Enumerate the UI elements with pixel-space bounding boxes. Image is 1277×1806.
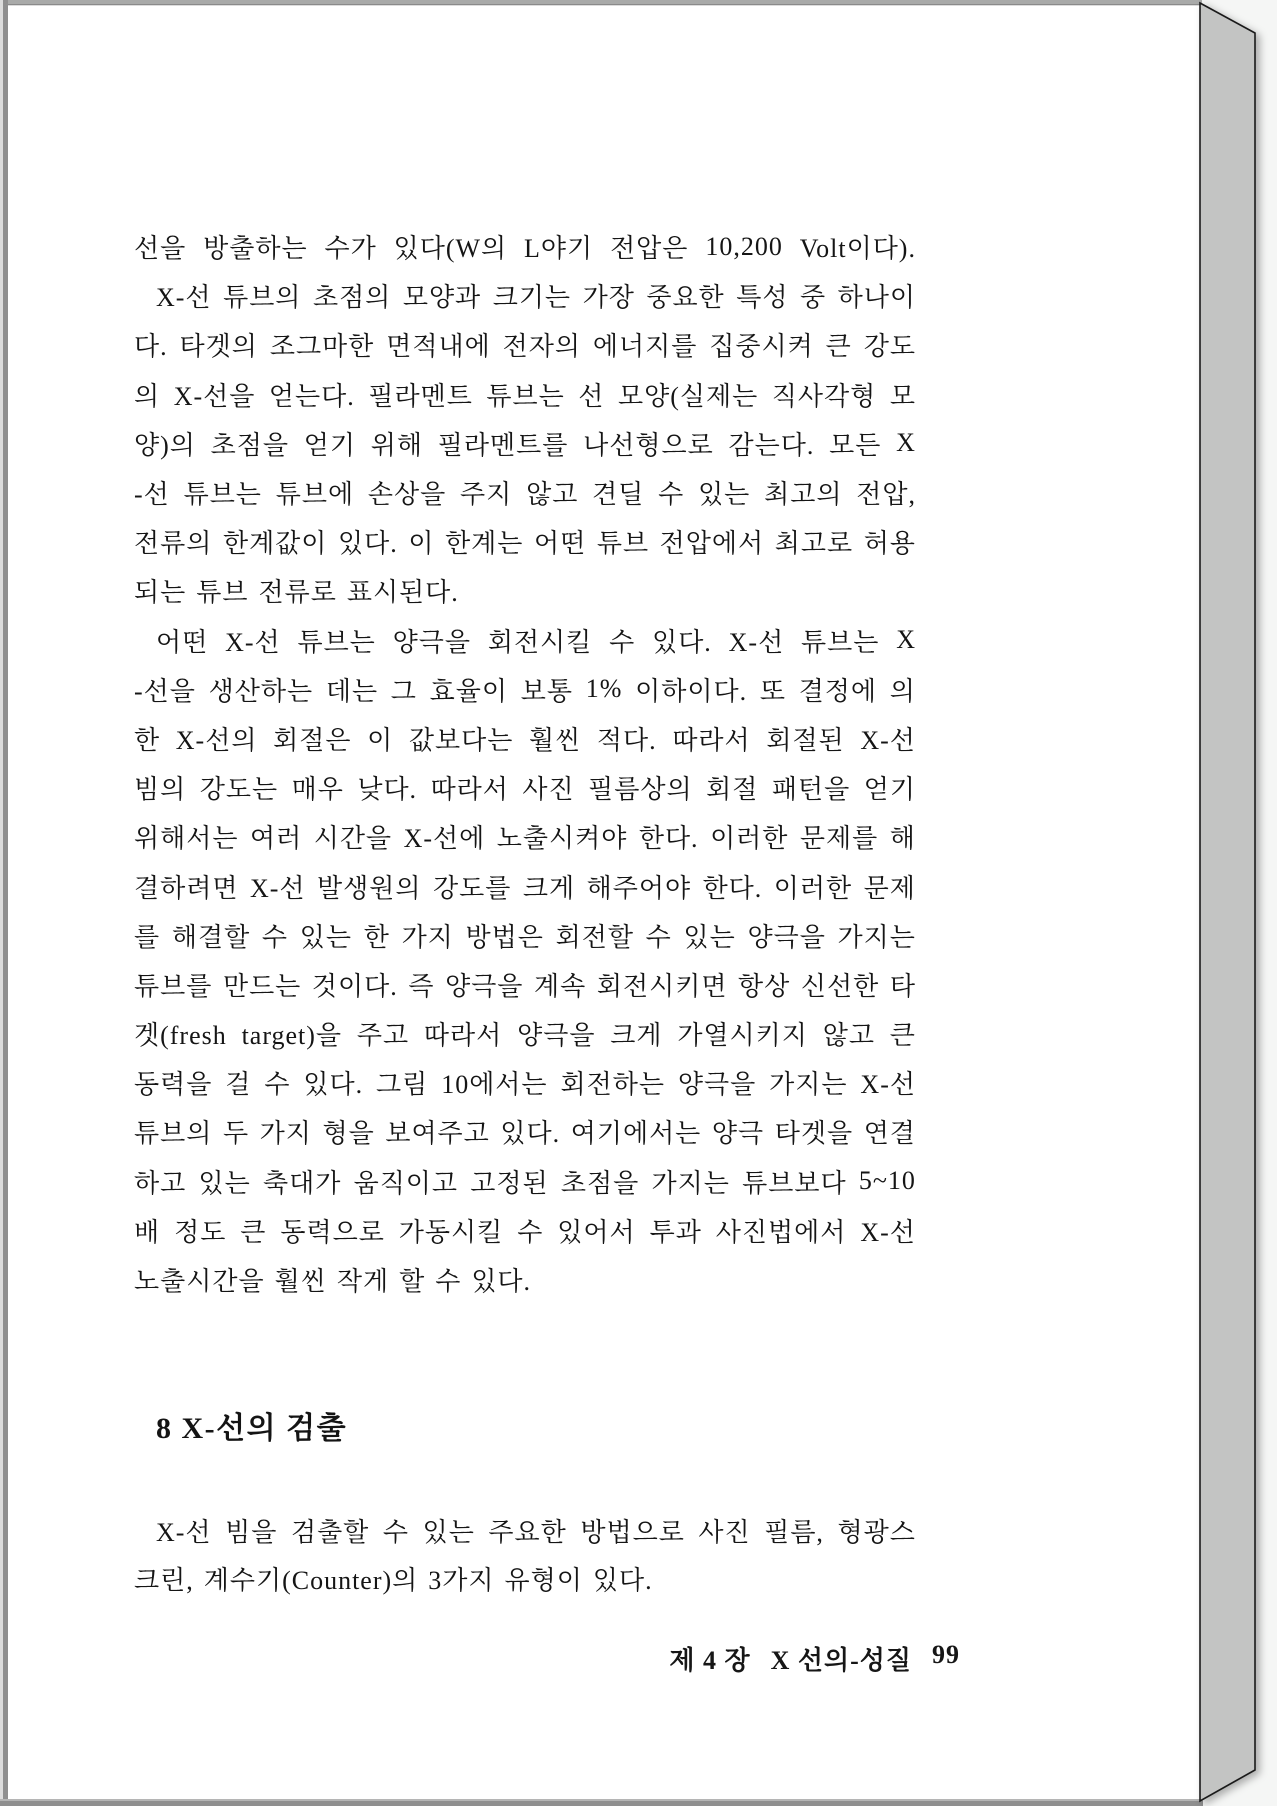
word: 값보다는	[408, 725, 514, 755]
word: 튜브의	[223, 283, 302, 313]
word: 할	[399, 1267, 426, 1297]
word: 모든	[829, 430, 882, 460]
word: 축대가	[262, 1168, 342, 1198]
word: 발생원의	[317, 873, 422, 903]
text-line	[134, 763, 916, 812]
word: 있다.	[338, 529, 398, 559]
word: 튜브는	[486, 381, 565, 411]
word: 전류의	[134, 529, 213, 559]
word: 수	[609, 627, 636, 657]
word: 수가	[324, 234, 377, 264]
word: 해주어야	[586, 873, 692, 903]
word: 크린,	[134, 1565, 194, 1595]
word: 만드는	[222, 971, 302, 1001]
footer-page-number: 99	[932, 1640, 960, 1669]
word: 타겟의	[179, 332, 258, 362]
page-thickness-panel	[1200, 3, 1255, 1801]
word: 않고	[822, 1021, 875, 1051]
word: 타겟을	[774, 1119, 854, 1149]
word: 회전하는	[560, 1070, 665, 1100]
word: 시간을	[313, 824, 393, 854]
word: 강도를	[433, 873, 512, 903]
word: X-선	[860, 1070, 916, 1100]
word: 사진	[522, 775, 575, 805]
word: 있다.	[652, 627, 712, 657]
word: 이	[367, 725, 394, 755]
word: 크기는	[492, 283, 572, 313]
word: 선을	[134, 234, 187, 264]
word: 양극을	[445, 971, 524, 1001]
text-line	[134, 566, 916, 615]
word: X	[896, 428, 916, 458]
word: 튜브에	[275, 480, 355, 510]
word: 전류로	[258, 578, 337, 608]
text-line	[134, 714, 916, 763]
word: 한다.	[638, 824, 699, 854]
word: 가열시키지	[677, 1021, 808, 1051]
word: 따라서	[430, 775, 509, 805]
text-line	[134, 616, 916, 665]
word: 튜브	[196, 578, 249, 608]
word: 가장	[582, 283, 635, 313]
word: 10에서는	[441, 1070, 548, 1100]
text-line	[134, 1554, 916, 1602]
word: 수	[264, 1070, 291, 1100]
word: 감는다.	[728, 430, 815, 460]
word: 튜브보다	[742, 1168, 847, 1198]
word: 회전시킬	[487, 627, 593, 657]
word: 1%	[585, 674, 623, 704]
text-line	[134, 1107, 916, 1156]
word: 걸	[225, 1070, 252, 1100]
text-line	[134, 320, 916, 369]
word: 중	[799, 283, 827, 313]
word: 위해서는	[134, 824, 239, 854]
word: 양극을	[517, 1021, 596, 1051]
word: 회절된	[766, 725, 845, 755]
top-edge-line	[0, 4, 1202, 5]
bottom-edge-band	[0, 1801, 1203, 1806]
word: X-선을	[173, 381, 256, 411]
text-line	[134, 861, 916, 910]
word: 큰	[889, 1021, 916, 1051]
word: 특성	[736, 283, 789, 313]
word: 있는	[299, 922, 352, 952]
text-line	[134, 960, 916, 1009]
word: 문제	[863, 873, 916, 903]
word: 이러한	[710, 824, 789, 854]
word: 조그마한	[269, 332, 375, 362]
word: 초점을	[210, 430, 290, 460]
word: 수	[435, 1267, 462, 1297]
word: 또	[759, 676, 786, 706]
word: target)을	[241, 1021, 343, 1051]
text-line	[134, 911, 916, 960]
word: 수	[645, 922, 672, 952]
word: 여기에서는	[570, 1119, 702, 1149]
word: 두	[222, 1119, 250, 1149]
word: 한다.	[702, 873, 763, 903]
word: 강도	[863, 332, 916, 362]
word: -선을	[134, 676, 196, 706]
text-line	[134, 370, 916, 419]
word: 전압에서	[659, 529, 765, 559]
word: 필름,	[764, 1517, 824, 1547]
word: 양)의	[134, 430, 196, 460]
word: X-선	[156, 283, 212, 313]
word: 허용	[863, 529, 916, 559]
word: 생산하는	[208, 676, 314, 706]
word: 모	[889, 381, 916, 411]
word: 있는	[422, 1517, 475, 1547]
word: 고정된	[470, 1168, 549, 1198]
word: 초점의	[312, 283, 392, 313]
word: X-선	[249, 873, 306, 903]
word: 최고의	[764, 480, 843, 510]
word: 여러	[249, 824, 303, 854]
word: 하나이	[837, 283, 916, 313]
text-line	[134, 271, 916, 320]
word: 튜브는	[183, 480, 262, 510]
word: 문제를	[799, 824, 879, 854]
word: 있어서	[557, 1217, 636, 1247]
word: 필름상의	[588, 775, 693, 805]
word: 어떤	[534, 529, 587, 559]
word: 필라멘트	[368, 381, 473, 411]
word: 한계값이	[222, 529, 328, 559]
word: X-선	[860, 1217, 916, 1247]
word: 형을	[322, 1119, 375, 1149]
word: 있다.	[592, 1565, 653, 1595]
word: 있는	[683, 922, 736, 952]
word: 초점을	[560, 1168, 640, 1198]
word: 얻는다.	[268, 381, 355, 411]
word: 방법으로	[580, 1517, 685, 1547]
word: 양극	[711, 1119, 765, 1149]
word: 튜브를	[134, 971, 213, 1001]
word: 않고	[526, 480, 579, 510]
word: 결정에	[798, 676, 878, 706]
word: 계속	[534, 971, 587, 1001]
word: 결하려면	[134, 873, 239, 903]
word: 훨씬	[529, 725, 582, 755]
word: 수	[517, 1217, 544, 1247]
word: 훨씬	[274, 1267, 327, 1297]
word: 그림	[376, 1070, 429, 1100]
word: 강도는	[199, 775, 279, 805]
word: 유형이	[504, 1565, 583, 1595]
word: 빔을	[225, 1517, 278, 1547]
word: X-선	[156, 1517, 212, 1547]
page-footer	[669, 1640, 960, 1677]
word: 전자의	[502, 332, 581, 362]
word: 어떤	[156, 627, 209, 657]
word: Volt이다).	[799, 234, 916, 264]
word: 수	[382, 1517, 410, 1547]
word: 주고	[356, 1021, 410, 1051]
word: X-선에	[403, 824, 486, 854]
word: 한	[363, 922, 390, 952]
word: 항상	[738, 971, 791, 1001]
word: 수	[658, 480, 685, 510]
word: 최고로	[774, 529, 854, 559]
word: 이	[408, 529, 435, 559]
word: 형광스	[837, 1517, 916, 1547]
footer-section-title: X 선의-성질	[770, 1646, 912, 1675]
word: 검출할	[290, 1517, 370, 1547]
word: 하고	[134, 1168, 187, 1198]
word: 크게	[522, 873, 576, 903]
word: 회절은	[273, 725, 352, 755]
word: 10,200	[705, 231, 783, 261]
word: 의	[134, 381, 161, 411]
word: 겟(fresh	[134, 1021, 227, 1051]
word: 해	[889, 824, 916, 854]
word: 따라서	[672, 725, 751, 755]
word: 낮다.	[357, 775, 418, 805]
text-line	[134, 1058, 916, 1107]
word: 연결	[863, 1119, 916, 1149]
word: 튜브는	[297, 627, 376, 657]
word: 위해	[370, 430, 424, 460]
word: 회절	[706, 775, 759, 805]
word: 사진	[698, 1517, 751, 1547]
text-line	[134, 468, 916, 517]
word: 면적내에	[386, 332, 491, 362]
word: 한계는	[445, 529, 524, 559]
word: 가지	[259, 1119, 312, 1149]
word: 있다.	[500, 1119, 561, 1149]
text-line	[134, 1506, 916, 1554]
word: 가지는	[837, 922, 916, 952]
word: 주지	[460, 480, 513, 510]
word: -선	[134, 480, 170, 510]
word: 것이다.	[311, 971, 398, 1001]
word: 동력을	[134, 1070, 213, 1100]
word: 동력으로	[280, 1217, 385, 1247]
word: 양극을	[677, 1070, 757, 1100]
word: 직사각형	[771, 381, 877, 411]
word: 큰	[240, 1217, 267, 1247]
word: 견딜	[592, 480, 645, 510]
word: 있는	[698, 480, 751, 510]
word: 의	[889, 676, 916, 706]
word: 노출시켜야	[496, 824, 628, 854]
word: 손상을	[367, 480, 447, 510]
left-edge-light	[0, 0, 3, 1806]
word: 적다.	[596, 725, 657, 755]
word: 튜브는	[801, 627, 880, 657]
word: 이러한	[773, 873, 853, 903]
word: 가지는	[651, 1168, 730, 1198]
word: 가지	[401, 922, 454, 952]
word: 따라서	[423, 1021, 503, 1051]
word: 주요한	[488, 1517, 567, 1547]
word: 3가지	[428, 1565, 495, 1595]
word: 중요한	[646, 283, 725, 313]
word: 양극을	[392, 627, 471, 657]
word: 보통	[520, 676, 573, 706]
word: 튜브	[596, 529, 650, 559]
word: 5~10	[858, 1166, 916, 1196]
word: 다.	[134, 332, 168, 362]
word: L야기	[524, 234, 594, 264]
word: 움직이고	[353, 1168, 459, 1198]
left-edge-band	[3, 0, 8, 1806]
text-line	[134, 1206, 916, 1255]
word: 전압,	[856, 480, 916, 510]
word: 있다(W의	[393, 234, 508, 264]
word: 데는	[325, 676, 379, 706]
word: 를	[134, 922, 161, 952]
word: 얻기	[863, 775, 916, 805]
word: 보여주고	[385, 1119, 490, 1149]
word: 방법은	[465, 922, 544, 952]
word: X-선	[225, 627, 281, 657]
word: 즉	[408, 971, 435, 1001]
word: 회전시키면	[596, 971, 728, 1001]
word: 나선형으로	[583, 430, 714, 460]
text-line	[134, 1009, 916, 1058]
word: 필라멘트를	[437, 430, 569, 460]
word: X-선의	[175, 725, 258, 755]
word: 효율이	[429, 676, 509, 706]
word: X-선	[860, 725, 916, 755]
word: 작게	[336, 1267, 390, 1297]
word: 그	[390, 676, 417, 706]
word: 있다.	[471, 1267, 532, 1297]
word: 있는	[198, 1168, 251, 1198]
word: 신선한	[800, 971, 880, 1001]
word: 노출시간을	[134, 1267, 265, 1297]
word: 가지는	[769, 1070, 848, 1100]
word: 크게	[610, 1021, 663, 1051]
word: 선	[578, 381, 605, 411]
word: 양극을	[747, 922, 826, 952]
text-line	[134, 812, 916, 861]
word: 전압은	[610, 234, 689, 264]
word: 수	[261, 922, 289, 952]
word: 에너지를	[592, 332, 698, 362]
word: 한	[134, 725, 161, 755]
word: 큰	[825, 332, 852, 362]
text-line	[134, 665, 916, 714]
word: 모양과	[402, 283, 482, 313]
text-line	[134, 1255, 916, 1304]
word: X	[896, 625, 916, 655]
text-line	[134, 1157, 916, 1206]
text-line	[134, 419, 916, 468]
word: 얻기	[303, 430, 357, 460]
word: 정도	[174, 1217, 227, 1247]
word: 배	[134, 1217, 161, 1247]
word: 해결할	[171, 922, 251, 952]
word: 튜브의	[134, 1119, 213, 1149]
text-line	[134, 517, 916, 566]
word: 투과	[649, 1217, 702, 1247]
word: 타	[889, 971, 916, 1001]
word: 있다.	[303, 1070, 364, 1100]
section-heading: 8 X-선의 검출	[156, 1412, 348, 1445]
word: 매우	[291, 775, 344, 805]
word: 회전할	[555, 922, 634, 952]
body-paragraphs	[134, 222, 916, 1304]
word: 패턴을	[771, 775, 851, 805]
footer-chapter: 제 4 장	[669, 1646, 751, 1675]
word: 이하이다.	[635, 676, 748, 706]
word: 빔의	[134, 775, 187, 805]
word: 사진법에서	[715, 1217, 847, 1247]
word: 모양(실제는	[617, 381, 759, 411]
section-paragraph	[134, 1506, 916, 1602]
word: 계수기(Counter)의	[203, 1565, 419, 1595]
word: 가동시킬	[398, 1217, 504, 1247]
word: X-선	[728, 627, 785, 657]
word: 되는	[134, 578, 187, 608]
word: 방출하는	[203, 234, 308, 264]
word: 표시된다.	[346, 578, 459, 608]
bottom-edge-light	[0, 1799, 1203, 1801]
text-line	[134, 222, 916, 271]
word: 집중시켜	[709, 332, 814, 362]
